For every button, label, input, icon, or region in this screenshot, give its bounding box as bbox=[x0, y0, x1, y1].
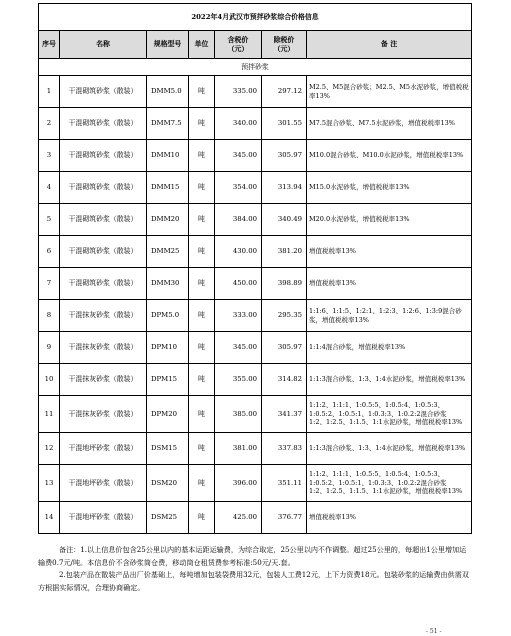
cell-no: 3 bbox=[39, 140, 60, 172]
cell-remark: 1:1:2、1:1:1、1:0.5:5、1:0.5:4、1:0.5:3、1:0.5:2、1:0.5:1、1:0.3:3、1:0.2:2混合砂浆 1:2、1:2.5、1:1.5、1:1水泥砂浆，增值税税率13% bbox=[307, 396, 472, 433]
cell-no: 9 bbox=[39, 332, 60, 364]
table-row bbox=[39, 332, 472, 364]
cell-tax-price: 345.00 bbox=[215, 140, 262, 172]
cell-spec: DMM30 bbox=[147, 268, 189, 300]
cell-name: 干混砌筑砂浆（散装） bbox=[60, 268, 147, 300]
table-row bbox=[39, 140, 472, 172]
header-no: 序号 bbox=[39, 31, 60, 59]
cell-unit: 吨 bbox=[189, 172, 215, 204]
cell-name: 干混砌筑砂浆（散装） bbox=[60, 172, 147, 204]
cell-spec: DMM15 bbox=[147, 172, 189, 204]
cell-tax-price: 340.00 bbox=[215, 108, 262, 140]
cell-notax-price: 376.77 bbox=[262, 502, 307, 534]
cell-tax-price: 355.00 bbox=[215, 364, 262, 396]
cell-notax-price: 340.49 bbox=[262, 204, 307, 236]
cell-spec: DPM20 bbox=[147, 396, 189, 433]
cell-notax-price: 351.11 bbox=[262, 465, 307, 502]
cell-notax-price: 398.89 bbox=[262, 268, 307, 300]
cell-remark: M10.0混合砂浆、M10.0水泥砂浆，增值税税率13% bbox=[307, 140, 472, 172]
cell-notax-price: 297.12 bbox=[262, 76, 307, 108]
cell-remark: 1:1:3混合砂浆、1:3、1:4水泥砂浆，增值税税率13% bbox=[307, 364, 472, 396]
cell-unit: 吨 bbox=[189, 236, 215, 268]
cell-notax-price: 313.94 bbox=[262, 172, 307, 204]
cell-name: 干混地坪砂浆（散装） bbox=[60, 465, 147, 502]
table-title: 2022年4月武汉市预拌砂浆综合价格信息 bbox=[39, 4, 472, 31]
cell-no: 14 bbox=[39, 502, 60, 534]
cell-name: 干混地坪砂浆（散装） bbox=[60, 433, 147, 465]
cell-spec: DPM10 bbox=[147, 332, 189, 364]
cell-spec: DSM25 bbox=[147, 502, 189, 534]
cell-remark: 1:1:4混合砂浆，增值税税率13% bbox=[307, 332, 472, 364]
header-name: 名称 bbox=[60, 31, 147, 59]
cell-tax-price: 381.00 bbox=[215, 433, 262, 465]
cell-remark: M20.0水泥砂浆，增值税税率13% bbox=[307, 204, 472, 236]
cell-spec: DMM7.5 bbox=[147, 108, 189, 140]
header-tax-price-line2: （元） bbox=[227, 44, 249, 53]
cell-unit: 吨 bbox=[189, 364, 215, 396]
cell-notax-price: 314.82 bbox=[262, 364, 307, 396]
cell-unit: 吨 bbox=[189, 465, 215, 502]
price-table bbox=[38, 3, 472, 534]
header-unit: 单位 bbox=[189, 31, 215, 59]
cell-name: 干混砌筑砂浆（散装） bbox=[60, 108, 147, 140]
cell-tax-price: 345.00 bbox=[215, 332, 262, 364]
page-number: - 51 - bbox=[426, 628, 442, 635]
section-label: 预拌砂浆 bbox=[39, 59, 472, 76]
header-spec: 规格型号 bbox=[147, 31, 189, 59]
header-remark: 备 注 bbox=[307, 31, 472, 59]
cell-remark: 1:1:2、1:1:1、1:0.5:5、1:0.5:4、1:0.5:3、1:0.5:2、1:0.5:1、1:0.3:3、1:0.2:2混合砂浆 1:2、1:2.5、1:1.5、1:1水泥砂浆，增值税税率13% bbox=[307, 465, 472, 502]
header-tax-price bbox=[215, 31, 262, 59]
cell-remark: 增值税税率13% bbox=[307, 236, 472, 268]
table-row bbox=[39, 108, 472, 140]
cell-tax-price: 430.00 bbox=[215, 236, 262, 268]
header-row bbox=[39, 31, 472, 59]
table-row bbox=[39, 300, 472, 332]
cell-notax-price: 337.83 bbox=[262, 433, 307, 465]
notes bbox=[38, 544, 471, 594]
table-row bbox=[39, 236, 472, 268]
table-row bbox=[39, 172, 472, 204]
cell-remark: 1:1:6、1:1:5、1:2:1、1:2:3、1:2:6、1:3:9混合砂浆，增值税税率13% bbox=[307, 300, 472, 332]
cell-notax-price: 341.37 bbox=[262, 396, 307, 433]
header-notax-price-line2: （元） bbox=[273, 44, 295, 53]
cell-unit: 吨 bbox=[189, 433, 215, 465]
table-row bbox=[39, 364, 472, 396]
header-tax-price-line1: 含税价 bbox=[227, 35, 249, 44]
cell-tax-price: 333.00 bbox=[215, 300, 262, 332]
cell-no: 10 bbox=[39, 364, 60, 396]
cell-unit: 吨 bbox=[189, 268, 215, 300]
cell-remark: M15.0水泥砂浆，增值税税率13% bbox=[307, 172, 472, 204]
cell-unit: 吨 bbox=[189, 204, 215, 236]
note-2: 2.包装产品在散装产品出厂价基础上，每吨增加包装袋费用32元，包装人工费12元，上下力资费18元。包装砂浆的运输费由供需双方根据实际情况，合理协商确定。 bbox=[38, 570, 469, 592]
cell-unit: 吨 bbox=[189, 76, 215, 108]
cell-name: 干混地坪砂浆（散装） bbox=[60, 502, 147, 534]
cell-name: 干混抹灰砂浆（散装） bbox=[60, 300, 147, 332]
cell-no: 7 bbox=[39, 268, 60, 300]
cell-tax-price: 425.00 bbox=[215, 502, 262, 534]
cell-unit: 吨 bbox=[189, 108, 215, 140]
cell-spec: DMM20 bbox=[147, 204, 189, 236]
cell-tax-price: 335.00 bbox=[215, 76, 262, 108]
cell-no: 5 bbox=[39, 204, 60, 236]
cell-no: 12 bbox=[39, 433, 60, 465]
cell-name: 干混砌筑砂浆（散装） bbox=[60, 76, 147, 108]
cell-notax-price: 305.97 bbox=[262, 140, 307, 172]
cell-name: 干混砌筑砂浆（散装） bbox=[60, 204, 147, 236]
cell-name: 干混砌筑砂浆（散装） bbox=[60, 140, 147, 172]
cell-spec: DSM20 bbox=[147, 465, 189, 502]
cell-notax-price: 305.97 bbox=[262, 332, 307, 364]
cell-unit: 吨 bbox=[189, 140, 215, 172]
table-row bbox=[39, 502, 472, 534]
cell-unit: 吨 bbox=[189, 300, 215, 332]
cell-no: 4 bbox=[39, 172, 60, 204]
cell-remark: 增值税税率13% bbox=[307, 268, 472, 300]
cell-tax-price: 354.00 bbox=[215, 172, 262, 204]
cell-remark: 1:1:3混合砂浆、1:3、1:4水泥砂浆，增值税税率13% bbox=[307, 433, 472, 465]
cell-notax-price: 381.20 bbox=[262, 236, 307, 268]
cell-unit: 吨 bbox=[189, 502, 215, 534]
cell-notax-price: 301.55 bbox=[262, 108, 307, 140]
cell-name: 干混抹灰砂浆（散装） bbox=[60, 396, 147, 433]
cell-no: 13 bbox=[39, 465, 60, 502]
cell-no: 8 bbox=[39, 300, 60, 332]
cell-notax-price: 295.35 bbox=[262, 300, 307, 332]
cell-tax-price: 384.00 bbox=[215, 204, 262, 236]
table-row bbox=[39, 396, 472, 433]
table-row bbox=[39, 465, 472, 502]
cell-no: 2 bbox=[39, 108, 60, 140]
cell-remark: 增值税税率13% bbox=[307, 502, 472, 534]
cell-spec: DMM25 bbox=[147, 236, 189, 268]
cell-name: 干混抹灰砂浆（散装） bbox=[60, 364, 147, 396]
cell-tax-price: 450.00 bbox=[215, 268, 262, 300]
cell-name: 干混抹灰砂浆（散装） bbox=[60, 332, 147, 364]
cell-unit: 吨 bbox=[189, 332, 215, 364]
cell-no: 11 bbox=[39, 396, 60, 433]
cell-spec: DSM15 bbox=[147, 433, 189, 465]
table-row bbox=[39, 76, 472, 108]
table-row bbox=[39, 204, 472, 236]
cell-no: 6 bbox=[39, 236, 60, 268]
table-row bbox=[39, 268, 472, 300]
header-notax-price bbox=[262, 31, 307, 59]
cell-remark: M7.5混合砂浆、M7.5水泥砂浆，增值税税率13% bbox=[307, 108, 472, 140]
cell-spec: DPM5.0 bbox=[147, 300, 189, 332]
table-row bbox=[39, 433, 472, 465]
cell-tax-price: 385.00 bbox=[215, 396, 262, 433]
cell-name: 干混砌筑砂浆（散装） bbox=[60, 236, 147, 268]
cell-tax-price: 396.00 bbox=[215, 465, 262, 502]
cell-unit: 吨 bbox=[189, 396, 215, 433]
cell-spec: DPM15 bbox=[147, 364, 189, 396]
note-1: 备注：1.以上信息价包含25公里以内的基本运距运输费，为综合取定，25公里以内不作调整。超过25公里的，每超出1公里增加运输费0.7元/吨。本信息价不含砂浆筒仓费，移动筒仓租赁费参考标准:50元/天.套。 bbox=[38, 545, 467, 567]
cell-spec: DMM5.0 bbox=[147, 76, 189, 108]
cell-remark: M2.5、M5混合砂浆；M2.5、M5水泥砂浆，增值税税率13% bbox=[307, 76, 472, 108]
cell-no: 1 bbox=[39, 76, 60, 108]
cell-spec: DMM10 bbox=[147, 140, 189, 172]
header-notax-price-line1: 除税价 bbox=[273, 35, 295, 44]
